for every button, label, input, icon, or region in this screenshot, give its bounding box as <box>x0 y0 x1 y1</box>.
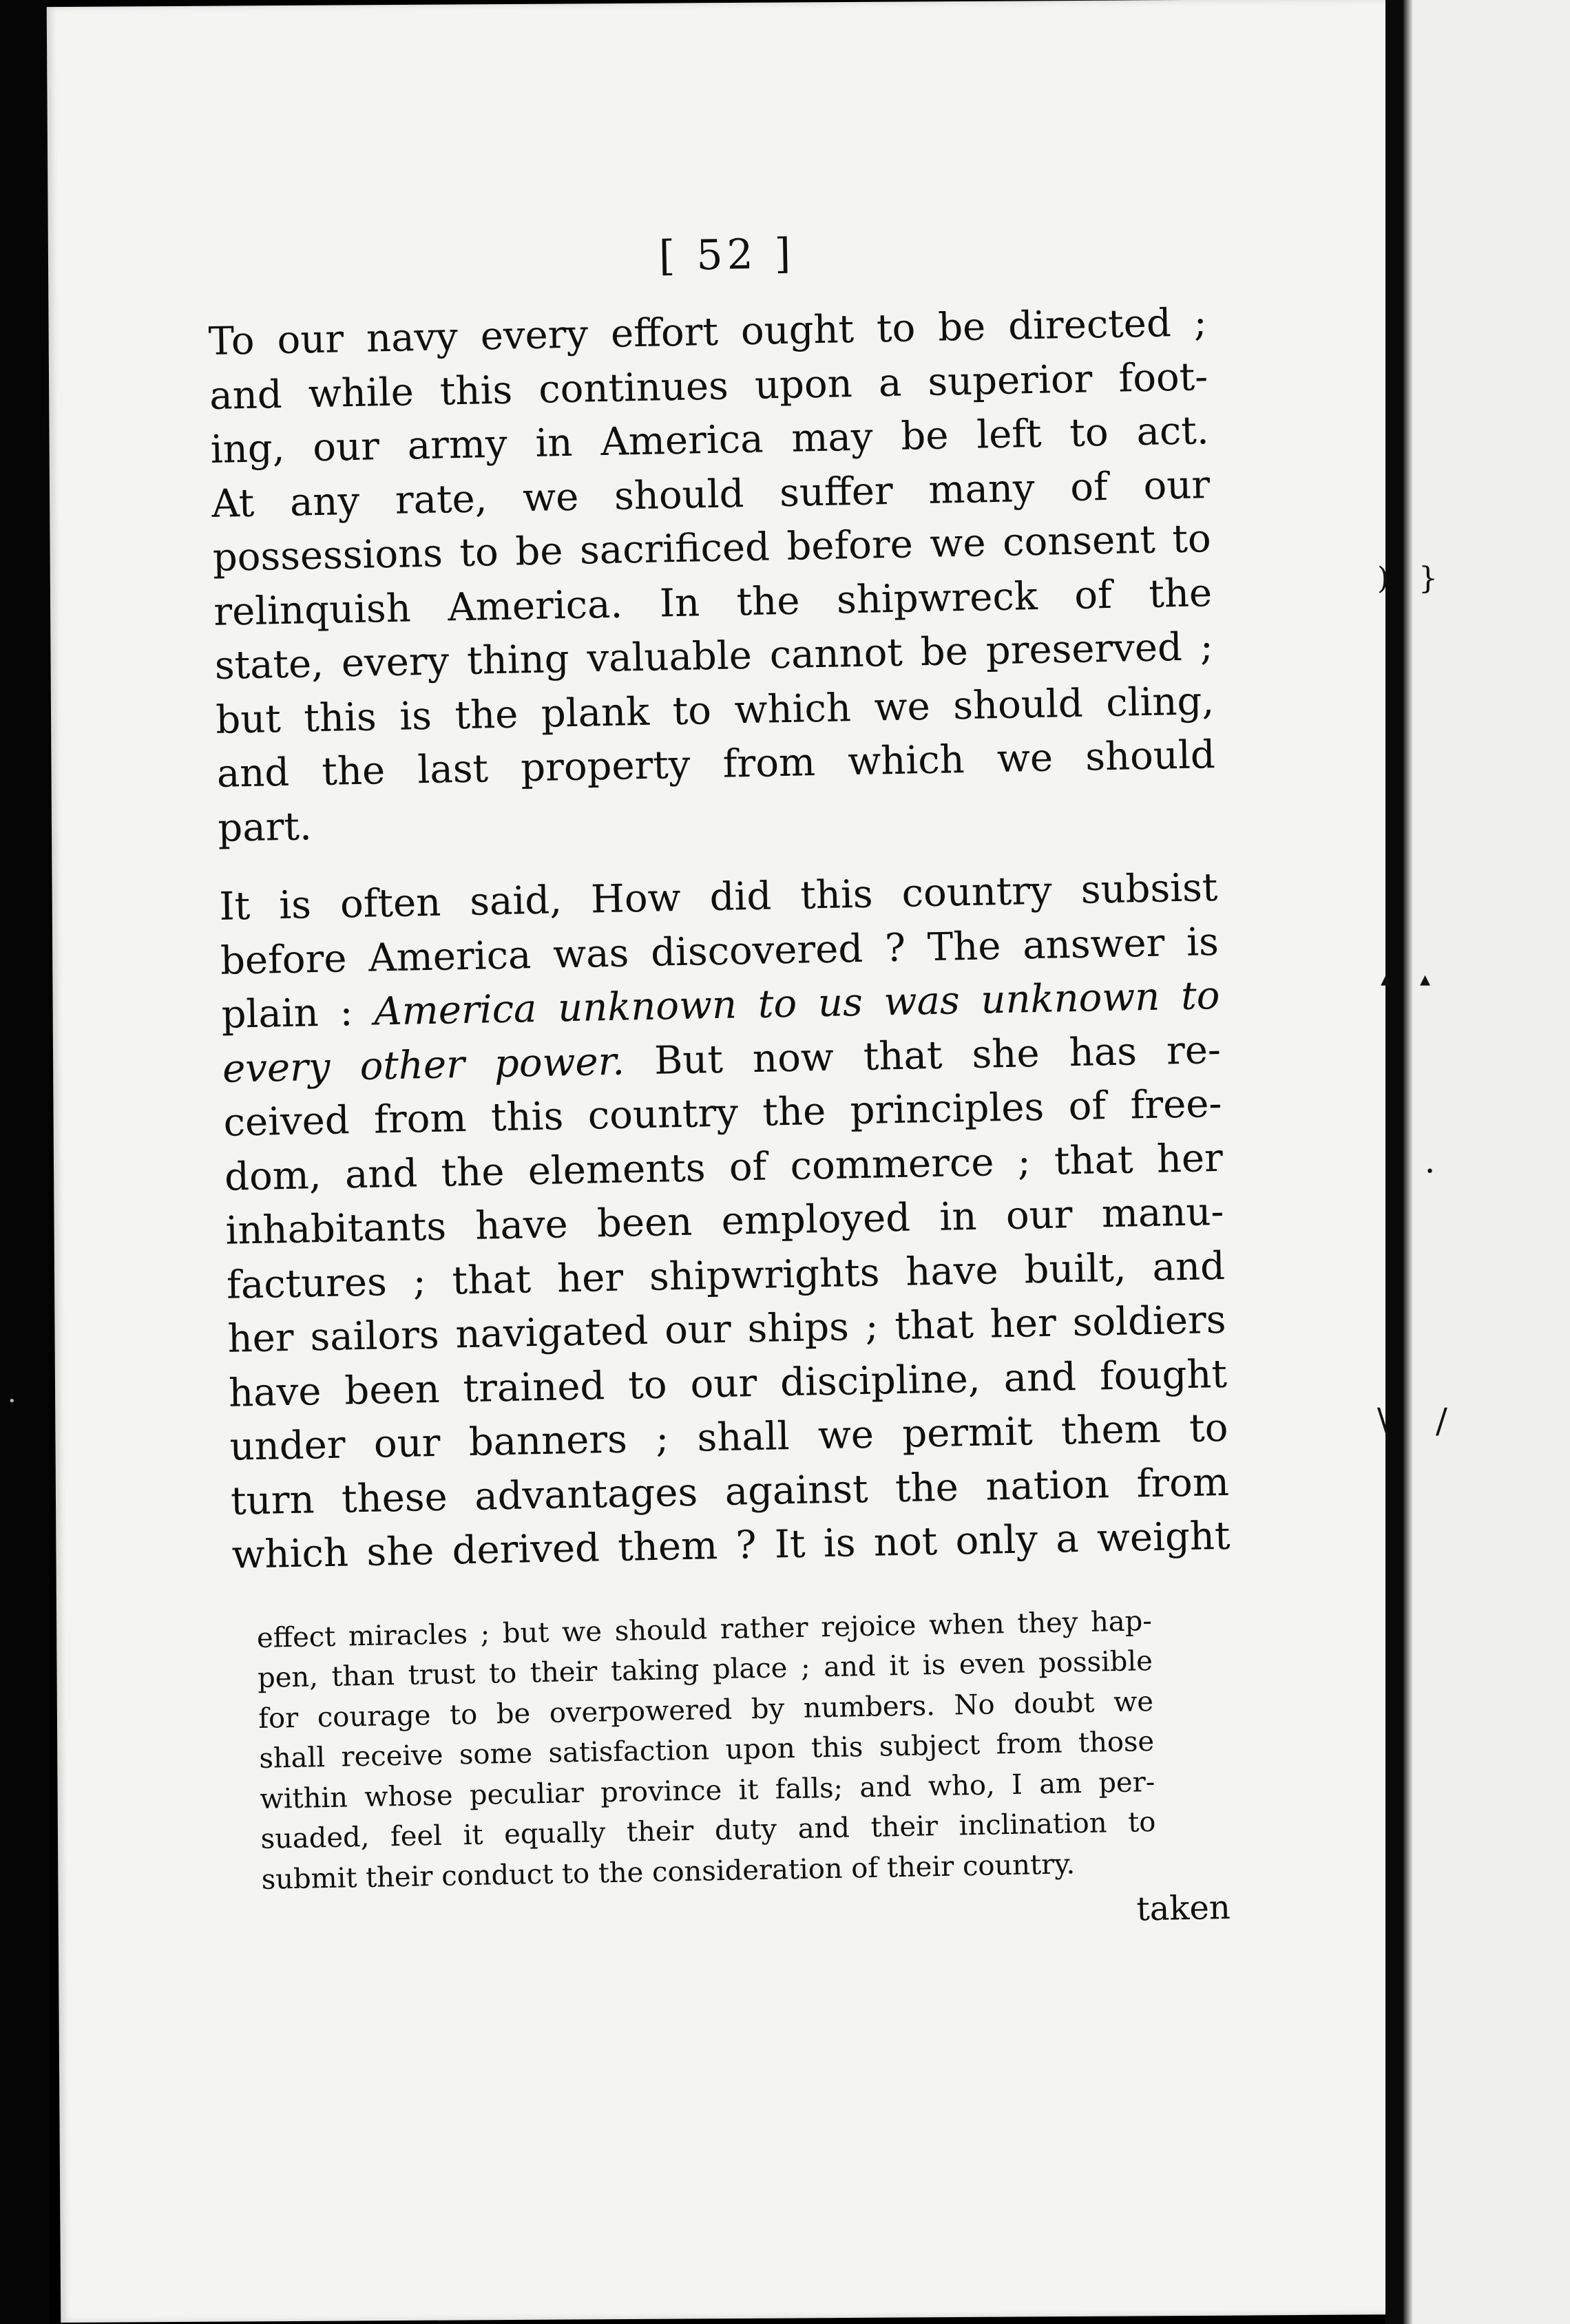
text-line: inhabitants have been employed in our manu- <box>224 1189 1224 1254</box>
ink-speck: ▴ <box>1381 967 1392 991</box>
ink-speck: / <box>1436 1401 1447 1441</box>
text-line: dom, and the elements of commerce ; that her <box>224 1135 1224 1200</box>
text-line: At any rate, we should suffer many of our <box>211 462 1211 527</box>
text-span: plain : <box>220 989 375 1037</box>
text-line: and the last property from which we should <box>216 732 1216 796</box>
text-line: part. <box>217 803 313 851</box>
facing-page-edge <box>1403 0 1570 2324</box>
page-number: [ 52 ] <box>658 229 795 281</box>
footnote-line: within whose peculiar province it falls; and who, I am per- <box>260 1766 1155 1815</box>
text-line: To our navy every effort ought to be directed ; <box>208 300 1208 364</box>
italic-quote: every other power. <box>222 1039 625 1092</box>
footnote-line: pen, than trust to their taking place ; and it is even possible <box>257 1645 1153 1694</box>
text-line: but this is the plank to which we should cling, <box>215 678 1215 743</box>
text-line: turn these advantages against the nation from <box>230 1459 1230 1524</box>
page-gutter <box>1385 0 1403 2324</box>
ink-speck: • <box>8 1394 16 1408</box>
text-line: possessions to be sacrificed before we consent to <box>212 516 1212 580</box>
footnote-line: shall receive some satisfaction upon this subject from those <box>258 1725 1155 1775</box>
footnote-line: for courage to be overpowered by numbers. No doubt we <box>258 1685 1154 1735</box>
text-line: which she derived them ? It is not only a weight <box>231 1513 1231 1578</box>
text-line: and while this continues upon a superior foot- <box>209 354 1208 419</box>
text-span: But now that she has re- <box>624 1027 1222 1084</box>
facing-page-shadow <box>1403 0 1413 2324</box>
ink-speck: ▴ <box>1420 967 1431 991</box>
scan-left-border <box>0 0 50 2324</box>
italic-quote: America unknown to us was unknown to <box>373 973 1220 1035</box>
paragraph-2 <box>219 861 1231 1583</box>
text-line: under our banners ; shall we permit them to <box>229 1405 1229 1470</box>
footnote-line: suaded, feel it equally their duty and their inclination to <box>260 1806 1156 1855</box>
paragraph-1 <box>208 296 1217 856</box>
ink-speck: ) <box>1377 561 1390 596</box>
ink-speck: } <box>1419 561 1438 596</box>
footnote-line: submit their conduct to the consideration of their country. <box>261 1848 1076 1896</box>
text-line: ceived from this country the principles of free- <box>222 1081 1222 1145</box>
text-line: her sailors navigated our ships ; that her soldiers <box>227 1297 1226 1362</box>
text-line: before America was discovered ? The answer is <box>220 919 1220 984</box>
page-text <box>207 222 1237 1945</box>
ink-speck: • <box>1425 1163 1434 1181</box>
text-line: factures ; that her shipwrights have built, and <box>226 1243 1226 1308</box>
text-line: ing, our army in America may be left to act. <box>210 408 1210 472</box>
text-line: relinquish America. In the shipwreck of the <box>213 570 1213 635</box>
text-line: state, every thing valuable cannot be preserved ; <box>214 624 1214 688</box>
text-line: It is often said, How did this country subsist <box>218 865 1218 929</box>
footnote-line: effect miracles ; but we should rather rejoice when they hap- <box>256 1605 1153 1654</box>
ink-speck: \ <box>1377 1401 1389 1441</box>
catchword: taken <box>1135 1888 1231 1929</box>
footnote <box>233 1601 1157 1901</box>
text-line: have been trained to our discipline, and fought <box>228 1351 1228 1416</box>
